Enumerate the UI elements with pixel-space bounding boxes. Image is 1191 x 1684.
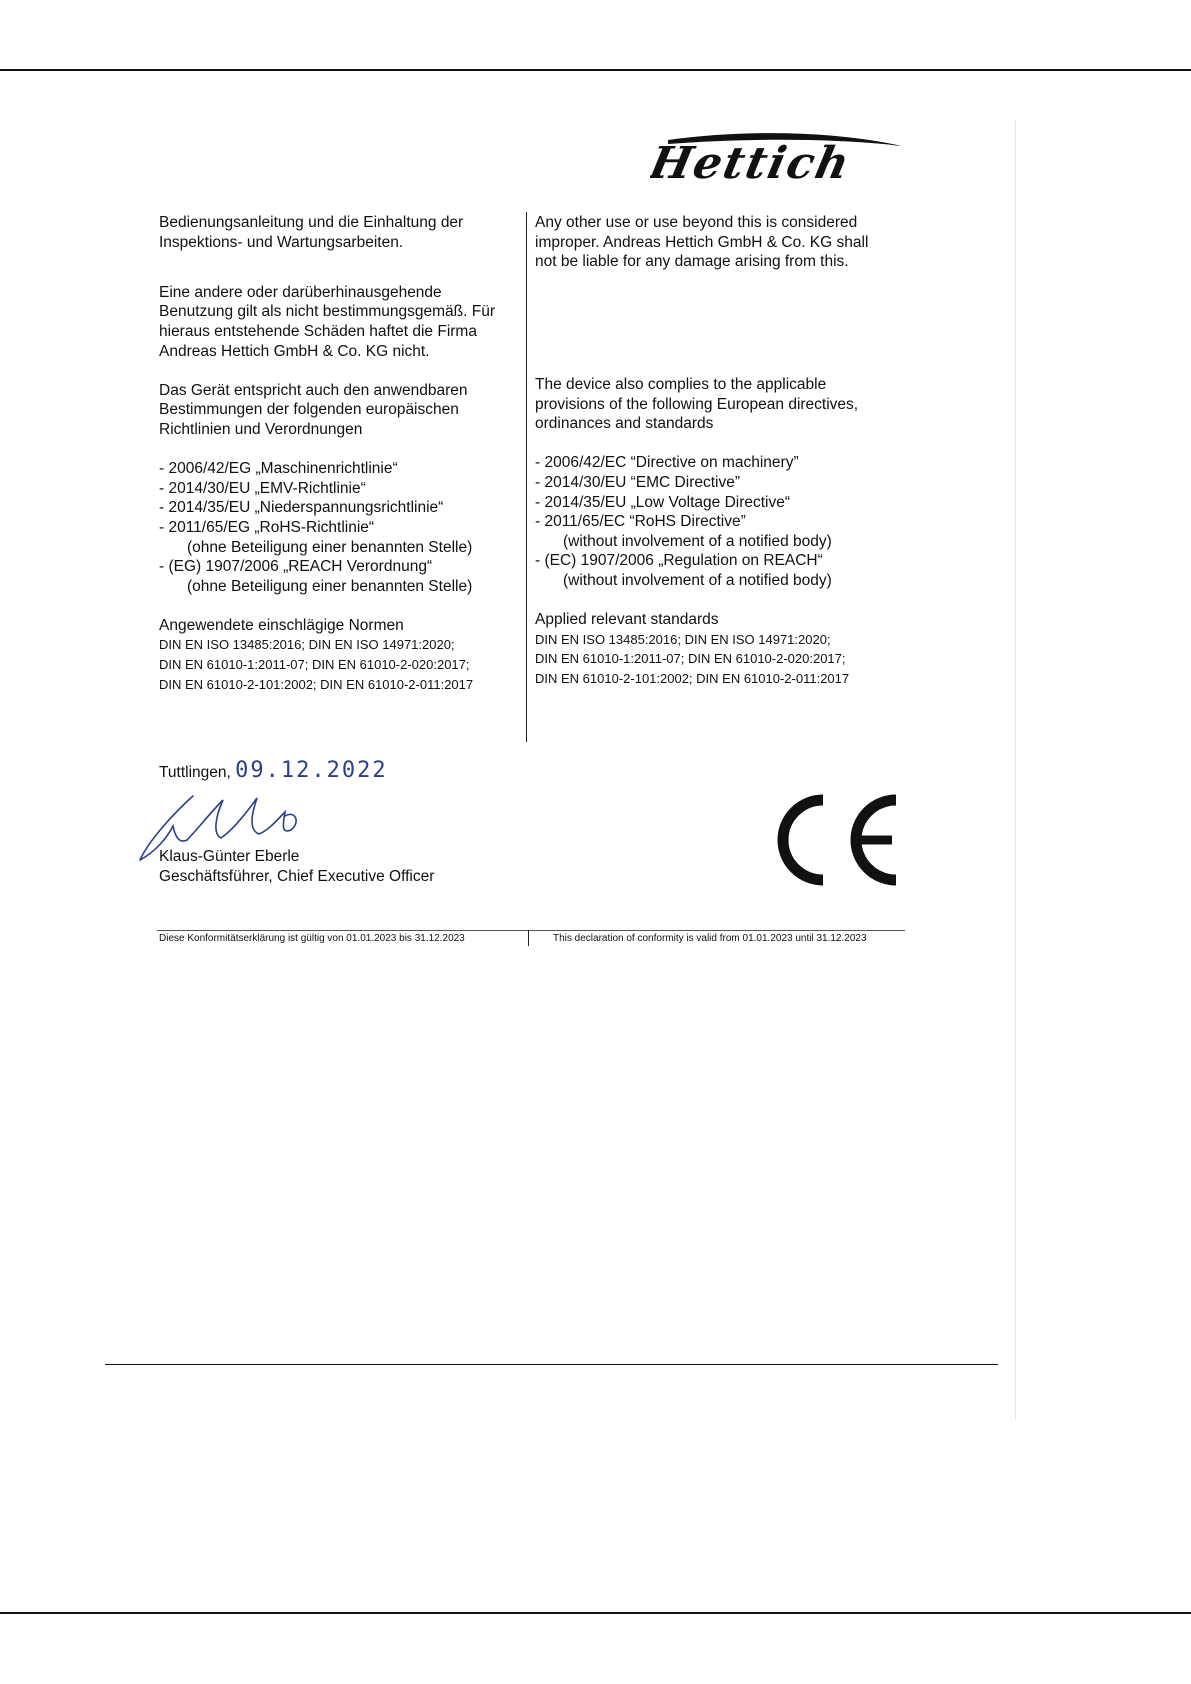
text-line: Richtlinien und Verordnungen xyxy=(159,420,363,438)
footer-right-text: This declaration of conformity is valid from 01.01.2023 until 31.12.2023 xyxy=(553,933,867,944)
directive-note: (ohne Beteiligung einer benannten Stelle) xyxy=(187,577,473,595)
right-paragraph-3 xyxy=(535,375,895,434)
svg-text:Hettich: Hettich xyxy=(650,137,856,188)
directive-item: - 2011/65/EG „RoHS-Richtlinie“ xyxy=(159,518,375,536)
directive-item: - 2006/42/EG „Maschinenrichtlinie“ xyxy=(159,460,398,478)
ce-mark xyxy=(768,790,903,890)
text-line: Eine andere oder darüberhinausgehende xyxy=(159,283,442,301)
text-line: hieraus entstehende Schäden haftet die Firma xyxy=(159,322,477,340)
right-column xyxy=(535,213,895,272)
left-paragraph-1 xyxy=(159,213,519,252)
directive-note: (without involvement of a notified body) xyxy=(563,532,832,550)
right-column-lower xyxy=(535,375,895,689)
handwritten-date: 09.12.2022 xyxy=(235,758,388,783)
footer-left-text: Diese Konformitätserklärung ist gültig von 01.01.2023 bis 31.12.2023 xyxy=(159,933,465,944)
left-directives-list xyxy=(159,459,519,596)
text-line: improper. Andreas Hettich GmbH & Co. KG shall xyxy=(535,233,869,251)
right-paragraph-1 xyxy=(535,213,895,272)
directive-item: - 2014/30/EU „EMV-Richtlinie“ xyxy=(159,479,366,497)
left-paragraph-2 xyxy=(159,283,519,361)
text-line: Bestimmungen der folgenden europäischen xyxy=(159,401,459,419)
place-text: Tuttlingen, xyxy=(159,764,231,781)
directive-item: - 2014/30/EU “EMC Directive” xyxy=(535,473,741,491)
text-line: provisions of the following European directives, xyxy=(535,395,859,413)
column-divider xyxy=(526,212,527,742)
place-date xyxy=(159,758,388,783)
text-line: The device also complies to the applicable xyxy=(535,376,827,393)
hettich-logo xyxy=(650,128,905,188)
right-directives-list xyxy=(535,453,895,590)
text-line: Benutzung gilt als nicht bestimmungsgemäß. Für xyxy=(159,303,495,321)
standards-line: DIN EN 61010-2-101:2002; DIN EN 61010-2-011:2017 xyxy=(535,670,850,686)
right-standards xyxy=(535,610,895,688)
directive-item: - (EC) 1907/2006 „Regulation on REACH“ xyxy=(535,552,823,570)
footer-rule xyxy=(157,930,905,931)
text-line: Das Gerät entspricht auch den anwendbaren xyxy=(159,381,468,399)
text-line: ordinances and standards xyxy=(535,415,714,433)
standards-line: DIN EN ISO 13485:2016; DIN EN ISO 14971:2020; xyxy=(159,637,455,653)
left-paragraph-3 xyxy=(159,381,519,440)
signatory-title: Geschäftsführer, Chief Executive Officer xyxy=(159,868,435,885)
page-top-rule xyxy=(0,69,1191,71)
directive-note: (without involvement of a notified body) xyxy=(563,571,832,589)
standards-line: DIN EN 61010-1:2011-07; DIN EN 61010-2-020:2017; xyxy=(159,657,470,673)
text-line: Andreas Hettich GmbH & Co. KG nicht. xyxy=(159,342,430,360)
standards-line: DIN EN 61010-1:2011-07; DIN EN 61010-2-020:2017; xyxy=(535,651,846,667)
standards-heading: Angewendete einschlägige Normen xyxy=(159,616,404,634)
left-column xyxy=(159,213,519,694)
text-line: Inspektions- und Wartungsarbeiten. xyxy=(159,233,404,251)
signatory-name: Klaus-Günter Eberle xyxy=(159,848,300,865)
text-line: Any other use or use beyond this is considered xyxy=(535,214,858,231)
directive-item: - 2014/35/EU „Low Voltage Directive“ xyxy=(535,493,791,511)
page-lower-rule xyxy=(105,1364,998,1365)
page-bottom-rule xyxy=(0,1612,1191,1614)
standards-heading: Applied relevant standards xyxy=(535,611,719,629)
left-standards xyxy=(159,616,519,694)
standards-line: DIN EN 61010-2-101:2002; DIN EN 61010-2-011:2017 xyxy=(159,676,474,692)
directive-item: - 2011/65/EC “RoHS Directive” xyxy=(535,513,746,531)
text-line: not be liable for any damage arising from this. xyxy=(535,253,849,271)
ce-mark-graphic xyxy=(768,790,903,890)
standards-line: DIN EN ISO 13485:2016; DIN EN ISO 14971:2020; xyxy=(535,631,831,647)
directive-note: (ohne Beteiligung einer benannten Stelle) xyxy=(187,538,473,556)
text-line: Bedienungsanleitung und die Einhaltung der xyxy=(159,214,464,231)
directive-item: - 2006/42/EC “Directive on machinery” xyxy=(535,454,799,472)
scan-edge-line xyxy=(1015,120,1016,1420)
footer-divider xyxy=(528,930,529,946)
hettich-logo-graphic xyxy=(650,128,905,188)
directive-item: - 2014/35/EU „Niederspannungsrichtlinie“ xyxy=(159,499,444,517)
directive-item: - (EG) 1907/2006 „REACH Verordnung“ xyxy=(159,558,433,576)
